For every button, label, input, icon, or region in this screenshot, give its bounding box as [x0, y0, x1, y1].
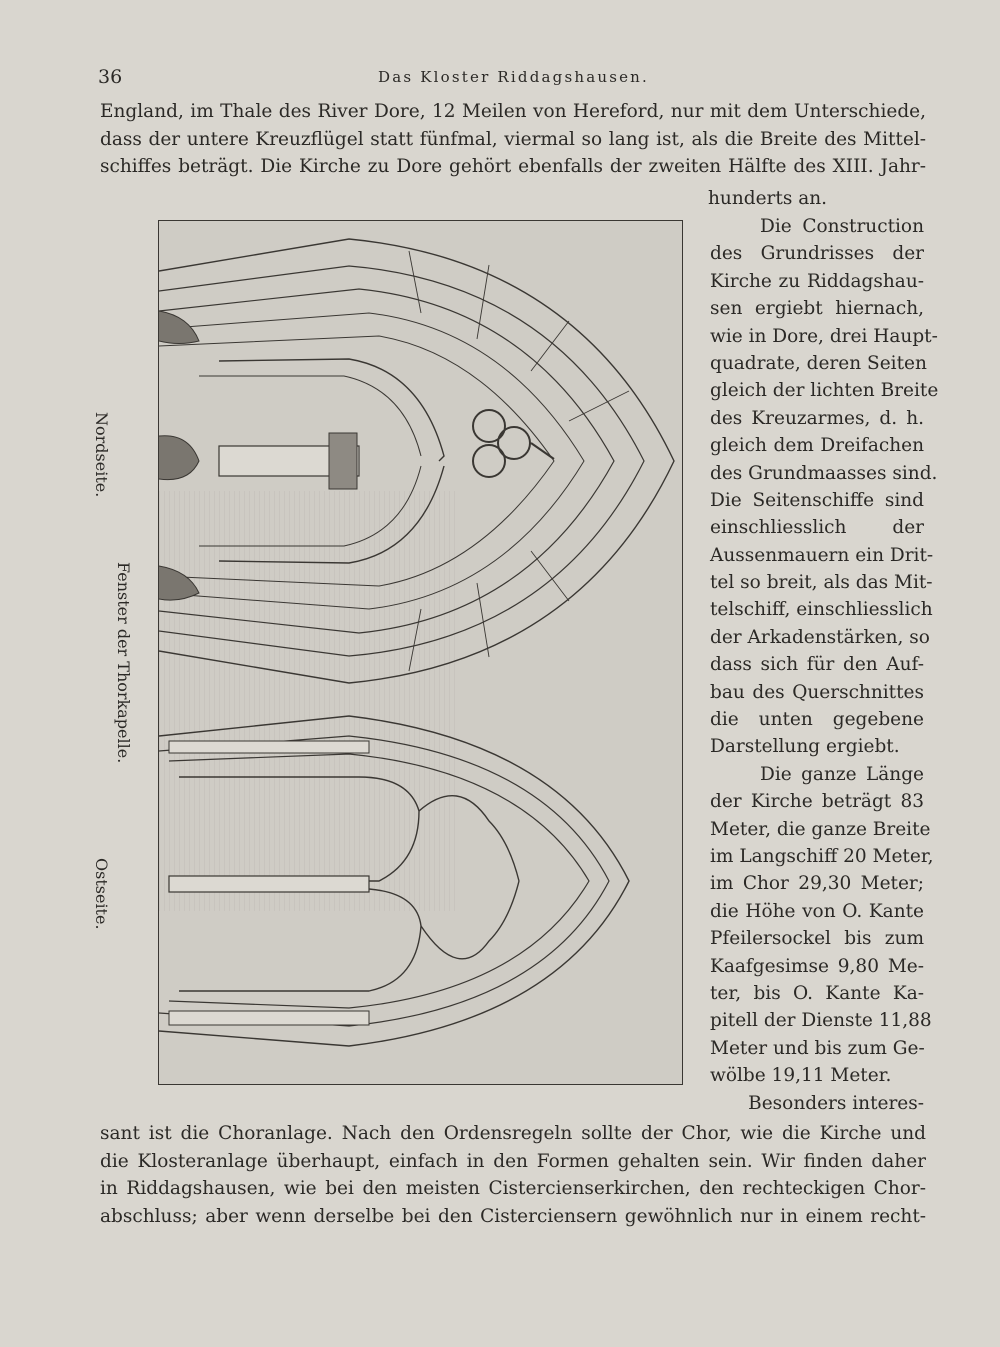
top-paragraph-end	[708, 185, 926, 213]
text-line: Aussenmauern ein Drit-	[710, 544, 934, 566]
text-line: der Kirche beträgt 83	[710, 791, 924, 813]
text-line: die Klosteranlage überhaupt, einfach in den Formen gehalten sein. Wir finden daher	[100, 1150, 926, 1172]
text-line: des Grundmaasses sind.	[710, 462, 938, 484]
text-line: ter, bis O. Kante Ka-	[710, 982, 924, 1004]
text-line: sant ist die Choranlage. Nach den Ordensregeln sollte der Chor, wie die Kirche und	[100, 1123, 926, 1144]
text-line: Die ganze Länge	[760, 763, 924, 785]
caption-ostseite: Ostseite.	[92, 858, 111, 930]
text-line: gleich dem Dreifachen	[710, 435, 924, 457]
tracery-drawing	[159, 221, 681, 1083]
text-line: gleich der lichten Breite	[710, 380, 939, 402]
text-line: bau des Querschnittes	[710, 681, 924, 703]
window-tracery-figure	[158, 220, 683, 1085]
text-line: Kirche zu Riddagshau-	[710, 270, 924, 292]
text-line: im Langschiff 20 Meter,	[710, 845, 934, 867]
text-line: England, im Thale des River Dore, 12 Meilen von Hereford, nur mit dem Unterschiede,	[100, 101, 926, 122]
side-column-text	[710, 213, 939, 1117]
text-line: Meter, die ganze Breite	[710, 818, 931, 840]
text-line: schiffes beträgt. Die Kirche zu Dore gehört ebenfalls der zweiten Hälfte des XIII. Jahr-	[100, 156, 926, 177]
caption-fenster-der-thorkapelle: Fenster der Thorkapelle.	[114, 562, 133, 764]
text-line: des Grundrisses der	[710, 243, 924, 265]
text-line: Die Construction	[760, 216, 924, 237]
text-line: im Chor 29,30 Meter;	[710, 873, 924, 895]
top-paragraph	[100, 98, 926, 181]
text-line: sen ergiebt hiernach,	[710, 298, 924, 320]
text-line: wölbe 19,11 Meter.	[710, 1065, 892, 1087]
text-line: einschliesslich der	[710, 517, 924, 539]
text-line: tel so breit, als das Mit-	[710, 572, 933, 594]
page-number: 36	[98, 66, 123, 88]
text-line: die unten gegebene	[710, 709, 924, 731]
text-line: Kaafgesimse 9,80 Me-	[710, 955, 924, 977]
text-line: des Kreuzarmes, d. h.	[710, 407, 924, 429]
text-line: Darstellung ergiebt.	[710, 736, 900, 758]
text-line: telschiff, einschliesslich	[710, 599, 933, 621]
text-line: dass sich für den Auf-	[710, 654, 924, 676]
page-header	[98, 66, 928, 92]
text-line: Meter und bis zum Ge-	[710, 1037, 925, 1059]
caption-nordseite: Nordseite.	[92, 412, 111, 498]
text-line: in Riddagshausen, wie bei den meisten Cistercienserkirchen, den rechteckigen Chor-	[100, 1178, 926, 1199]
text-line: wie in Dore, drei Haupt-	[710, 325, 938, 347]
text-line: der Arkadenstärken, so	[710, 626, 930, 648]
text-line: hunderts an.	[708, 188, 828, 209]
text-line: dass der untere Kreuzflügel statt fünfmal, viermal so lang ist, als die Breite des Mittel-	[100, 128, 926, 150]
running-title: Das Kloster Riddagshausen.	[378, 68, 650, 86]
text-line: abschluss; aber wenn derselbe bei den Cisterciensern gewöhnlich nur in einem recht-	[100, 1205, 926, 1227]
bottom-paragraph	[100, 1120, 926, 1230]
text-line: Pfeilersockel bis zum	[710, 928, 924, 950]
text-line: die Höhe von O. Kante	[710, 900, 924, 922]
text-line: Die Seitenschiffe sind	[710, 489, 924, 511]
text-line: quadrate, deren Seiten	[710, 352, 927, 374]
text-line: Besonders interes-	[748, 1092, 924, 1114]
text-line: pitell der Dienste 11,88	[710, 1010, 932, 1032]
